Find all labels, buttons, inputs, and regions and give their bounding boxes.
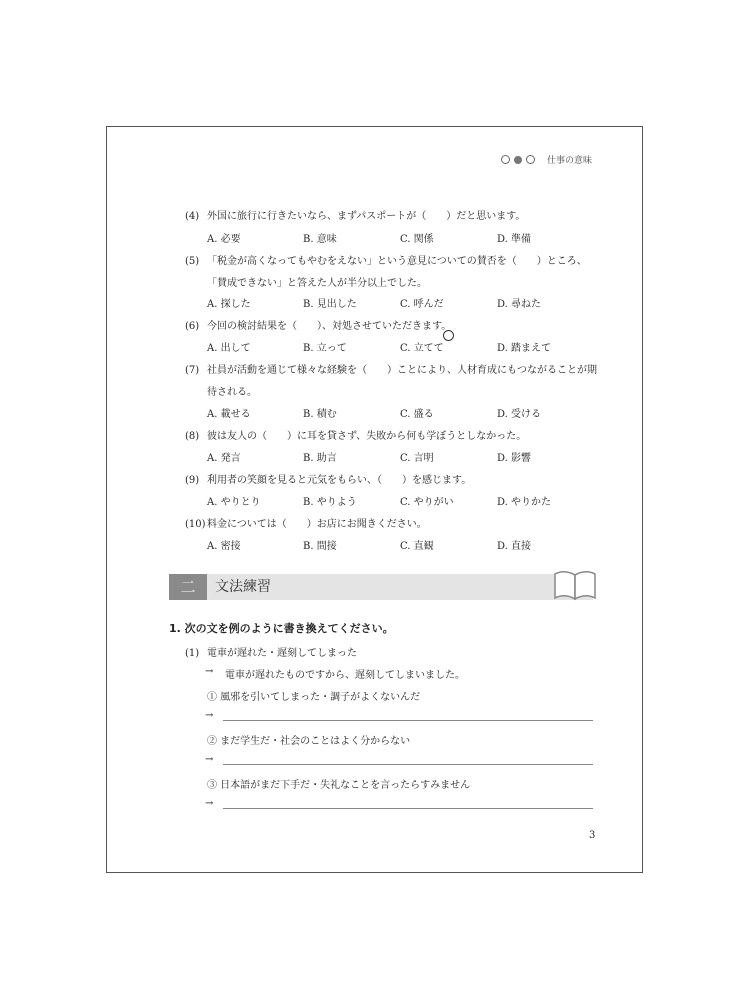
option-c: C. 盛る xyxy=(400,409,434,420)
option-b: B. 意味 xyxy=(303,234,337,245)
option-d: D. やりかた xyxy=(497,497,552,508)
question-text: 外国に旅行に行きたいなら、まずパスポートが（ ）だと思います。 xyxy=(207,211,526,222)
option-a: A. 探した xyxy=(207,299,251,310)
option-a: A. 密接 xyxy=(207,541,241,552)
question-text: 社員が活動を通じて様々な経験を（ ）ことにより、人材育成にもつながることが期 xyxy=(207,365,597,376)
header-circle-icon xyxy=(526,155,535,164)
section-banner xyxy=(169,574,593,600)
option-b: B. 積む xyxy=(303,409,337,420)
option-d: D. 影響 xyxy=(497,453,532,464)
question-7-continued: 待される。 xyxy=(207,387,257,398)
question-number: (10) xyxy=(185,519,206,530)
textbook-page xyxy=(106,126,643,873)
answer-line[interactable] xyxy=(223,720,593,721)
question-number: (7) xyxy=(185,365,200,376)
question-text: 彼は友人の（ ）に耳を貸さず、失敗から何も学ぼうとしなかった。 xyxy=(207,431,527,442)
question-number: (5) xyxy=(185,256,200,267)
option-a: A. 発言 xyxy=(207,453,241,464)
option-d: D. 直接 xyxy=(497,541,532,552)
question-text: 今回の検討結果を（ ）、対処させていただきます。 xyxy=(207,321,452,332)
question-10 xyxy=(185,515,427,530)
exercise-number: (1) xyxy=(185,648,200,659)
header-dot-icon xyxy=(514,156,522,164)
answer-line[interactable] xyxy=(223,764,593,765)
option-c: C. 関係 xyxy=(400,234,434,245)
question-6 xyxy=(185,317,451,332)
exercise-prompt: 電車が遅れた・遅刻してしまった xyxy=(207,648,357,659)
page-number: 3 xyxy=(589,830,596,841)
option-a: A. 出して xyxy=(207,343,251,354)
question-7 xyxy=(185,361,597,376)
option-d: D. 尋ねた xyxy=(497,299,542,310)
question-5-continued: 「賛成できない」と答えた人が半分以上でした。 xyxy=(207,278,427,289)
answer-arrow: → xyxy=(205,710,214,721)
exercise-item-1: ① 風邪を引いてしまった・調子がよくないんだ xyxy=(207,692,421,703)
option-c: C. やりがい xyxy=(400,497,454,508)
option-a: A. 必要 xyxy=(207,234,241,245)
question-4 xyxy=(185,207,525,222)
open-book-icon xyxy=(553,568,597,602)
option-b: B. 助言 xyxy=(303,453,337,464)
option-b: B. 見出した xyxy=(303,299,357,310)
option-c: C. 呼んだ xyxy=(400,299,444,310)
question-number: (4) xyxy=(185,211,200,222)
question-text: 利用者の笑顔を見ると元気をもらい、（ ）を感じます。 xyxy=(207,475,472,486)
section-title: 文法練習 xyxy=(215,579,271,595)
example-answer: 電車が遅れたものですから、遅刻してしまいました。 xyxy=(225,670,465,681)
question-number: (8) xyxy=(185,431,200,442)
option-b: B. 間接 xyxy=(303,541,337,552)
example-arrow: → xyxy=(205,666,214,677)
section-number: 二 xyxy=(169,574,207,600)
option-c: C. 言明 xyxy=(400,453,434,464)
question-text: 「税金が高くなってもやむをえない」という意見についての賛否を（ ）ところ、 xyxy=(207,256,587,267)
option-b: B. やりよう xyxy=(303,497,357,508)
question-5 xyxy=(185,252,587,267)
exercise-item-2: ② まだ学生だ・社会のことはよく分からない xyxy=(207,736,411,747)
option-b: B. 立って xyxy=(303,343,347,354)
question-8 xyxy=(185,427,526,442)
running-header xyxy=(501,153,592,166)
option-a: A. 載せる xyxy=(207,409,251,420)
option-d: D. 受ける xyxy=(497,409,542,420)
question-number: (9) xyxy=(185,475,200,486)
option-c: C. 直観 xyxy=(400,541,434,552)
exercise-1 xyxy=(185,644,357,659)
question-number: (6) xyxy=(185,321,200,332)
question-text: 料金については（ ）お店にお聞きください。 xyxy=(207,519,427,530)
header-circle-icon xyxy=(501,155,510,164)
option-c: C. 立てて xyxy=(400,343,444,354)
header-section-title: 仕事の意味 xyxy=(546,156,592,166)
answer-line[interactable] xyxy=(223,808,593,809)
task-title: 1. 次の文を例のように書き換えてください。 xyxy=(169,622,394,635)
answer-arrow: → xyxy=(205,754,214,765)
option-d: D. 準備 xyxy=(497,234,532,245)
exercise-item-3: ③ 日本語がまだ下手だ・失礼なことを言ったらすみません xyxy=(207,780,471,791)
handwritten-circle-mark xyxy=(443,330,454,341)
option-a: A. やりとり xyxy=(207,497,261,508)
option-d: D. 踏まえて xyxy=(497,343,552,354)
answer-arrow: → xyxy=(205,798,214,809)
question-9 xyxy=(185,471,471,486)
